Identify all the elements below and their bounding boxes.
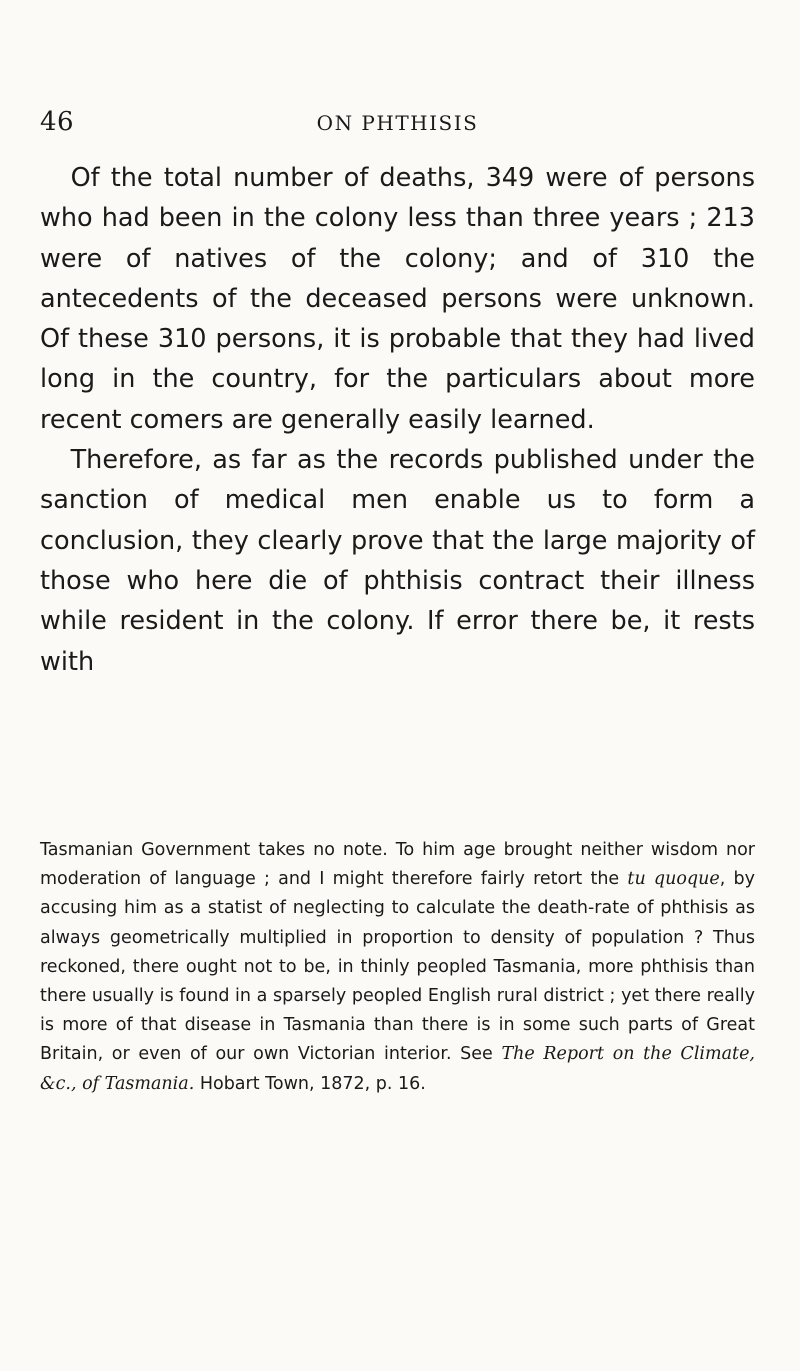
body-text (40, 158, 755, 682)
running-head (40, 107, 755, 143)
paragraph: Of the total number of deaths, 349 were of persons who had been in the colony less than three years ; 213 were of natives of the colony; and of 310 the antecedents of the deceased persons were unknown. Of these 310 persons, it is probable that they had lived long in the country, for the particulars about more recent comers are generally easily learned. (40, 163, 755, 435)
footnote-text (40, 836, 755, 1099)
footnote-italic-title: The Report on the Climate, &c., of Tasmania. (40, 1044, 755, 1094)
paragraph: Therefore, as far as the records published under the sanction of medical men enable us to form a conclusion, they clearly prove that the large majority of those who here die of phthisis contract their illness while resident in the colony. If error there be, it rests with (40, 445, 755, 677)
footnote-text-part: Tasmanian Government takes no note. To him age brought neither wisdom nor moderation of language ; and I might therefore fairly retort the (40, 840, 755, 890)
footnote-text-part: Hobart Town, 1872, p. 16. (194, 1073, 426, 1094)
footnote (40, 836, 755, 1099)
footnote-text-part: , by accusing him as a statist of neglecting to calculate the death-rate of phthisis as always geometrically multiplied in proportion to density of population ? Thus reckoned, there ought not to be, in thinly peopled Tasmania, more phthisis than there usually is found in a sparsely peopled English rural district ; yet there really is more of that disease in Tasmania than there is in some such parts of Great Britain, or even of our own Victorian interior. See (40, 869, 755, 1065)
page-number: 46 (40, 107, 75, 137)
footnote-italic-phrase: tu quoque (627, 869, 720, 890)
running-title: ON PHTHISIS (316, 111, 479, 135)
